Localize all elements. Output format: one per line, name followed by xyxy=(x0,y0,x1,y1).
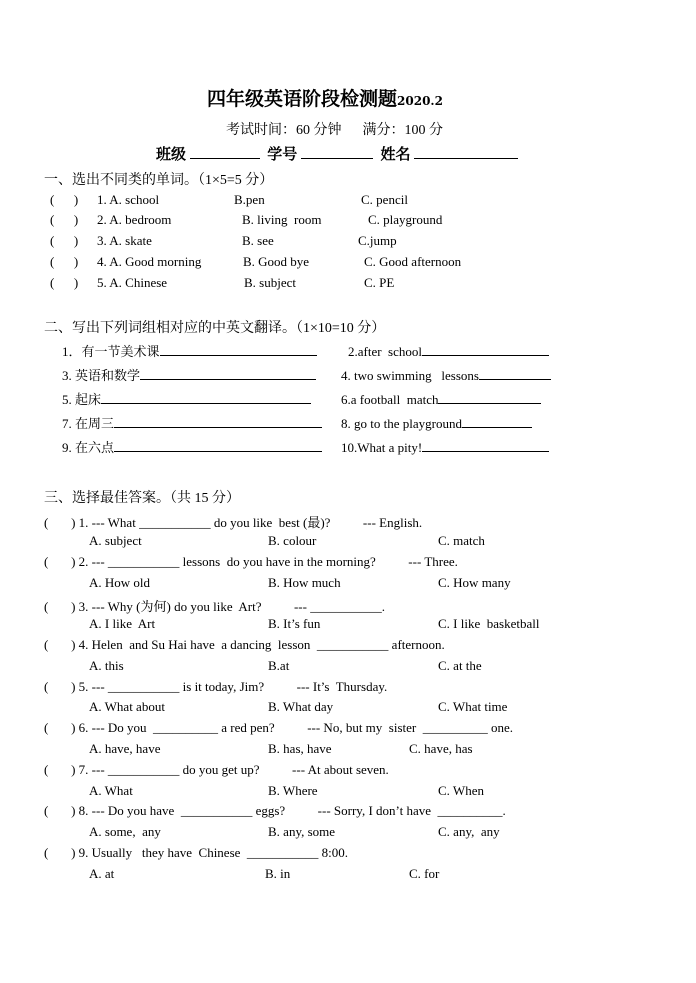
question-1[interactable]: ( ) 1. --- What ___________ do you like best (最)? --- English. xyxy=(44,515,423,530)
question-7-option-a: A. What xyxy=(89,783,133,798)
translation-8-answer[interactable] xyxy=(462,413,532,428)
translation-4-answer[interactable] xyxy=(479,365,551,380)
list-item-5-c: C. PE xyxy=(364,275,395,290)
student-info-line xyxy=(156,143,518,164)
question-2[interactable]: ( ) 2. --- ___________ lessons do you have in the morning? --- Three. xyxy=(44,554,458,569)
translation-1 xyxy=(62,341,317,360)
translation-2-text: 2.after school xyxy=(348,344,423,359)
question-1-option-a: A. subject xyxy=(89,533,142,548)
list-item-5-a: 5. A. Chinese xyxy=(97,275,168,290)
translation-3-text: 3. 英语和数学 xyxy=(62,368,141,383)
translation-10 xyxy=(341,437,549,456)
question-7-option-c: C. When xyxy=(438,783,484,798)
number-label: 学号 xyxy=(267,147,298,163)
question-4-option-c: C. at the xyxy=(438,658,482,673)
exam-info: 考试时间：60 分钟 满分：100 分 xyxy=(226,123,443,138)
question-8-option-b: B. any, some xyxy=(268,824,336,839)
list-item-1-c: C. pencil xyxy=(361,192,408,207)
class-field[interactable] xyxy=(190,144,260,159)
translation-4 xyxy=(341,365,551,384)
translation-5-text: 5. 起床 xyxy=(62,392,102,407)
question-5-option-b: B. What day xyxy=(268,699,334,714)
question-3[interactable]: ( ) 3. --- Why (为何) do you like Art? --- ___________. xyxy=(44,599,385,614)
translation-9-answer[interactable] xyxy=(114,437,322,452)
translation-8-text: 8. go to the playground xyxy=(341,416,462,431)
question-5-option-c: C. What time xyxy=(438,699,508,714)
question-6-option-b: B. has, have xyxy=(268,741,332,756)
question-5-option-a: A. What about xyxy=(89,699,165,714)
title-year: 2020.2 xyxy=(397,94,443,108)
name-field[interactable] xyxy=(414,144,518,159)
question-9[interactable]: ( ) 9. Usually they have Chinese ___________ 8:00. xyxy=(44,845,349,860)
question-4-option-b: B.at xyxy=(268,658,290,673)
question-6[interactable]: ( ) 6. --- Do you __________ a red pen? --- No, but my sister __________ one. xyxy=(44,720,514,735)
list-item-3-bracket[interactable]: ( ) xyxy=(50,233,79,248)
list-item-1-b: B.pen xyxy=(234,192,265,207)
question-1-option-c: C. match xyxy=(438,533,485,548)
question-2-option-b: B. How much xyxy=(268,575,341,590)
translation-6-text: 6.a football match xyxy=(341,392,439,407)
translation-10-answer[interactable] xyxy=(422,437,549,452)
list-item-3-b: B. see xyxy=(242,233,274,248)
question-6-option-a: A. have, have xyxy=(89,741,161,756)
question-3-option-b: B. It’s fun xyxy=(268,616,321,631)
question-9-option-a: A. at xyxy=(89,866,115,881)
translation-2 xyxy=(348,341,549,360)
translation-6-answer[interactable] xyxy=(438,389,541,404)
question-8-option-a: A. some, any xyxy=(89,824,161,839)
question-9-option-b: B. in xyxy=(265,866,291,881)
translation-7 xyxy=(62,413,322,432)
list-item-2-b: B. living room xyxy=(242,212,322,227)
list-item-4-c: C. Good afternoon xyxy=(364,254,462,269)
translation-10-text: 10.What a pity! xyxy=(341,440,423,455)
list-item-4-a: 4. A. Good morning xyxy=(97,254,202,269)
page-title xyxy=(207,84,443,111)
translation-5-answer[interactable] xyxy=(101,389,311,404)
question-2-option-c: C. How many xyxy=(438,575,511,590)
section2-heading: 二、写出下列词组相对应的中英文翻译。（1×10=10 分） xyxy=(44,321,386,336)
list-item-2-bracket[interactable]: ( ) xyxy=(50,212,79,227)
question-3-option-a: A. I like Art xyxy=(89,616,156,631)
list-item-3-c: C.jump xyxy=(358,233,397,248)
class-label: 班级 xyxy=(156,147,187,163)
question-4[interactable]: ( ) 4. Helen and Su Hai have a dancing lesson ___________ afternoon. xyxy=(44,637,445,652)
list-item-3-a: 3. A. skate xyxy=(97,233,152,248)
question-9-option-c: C. for xyxy=(409,866,440,881)
translation-5 xyxy=(62,389,311,408)
translation-3 xyxy=(62,365,316,384)
question-2-option-a: A. How old xyxy=(89,575,151,590)
name-label: 姓名 xyxy=(380,147,411,163)
list-item-4-bracket[interactable]: ( ) xyxy=(50,254,79,269)
title-text: 四年级英语阶段检测题 xyxy=(207,88,398,110)
list-item-5-b: B. subject xyxy=(244,275,296,290)
section3-heading: 三、选择最佳答案。（共 15 分） xyxy=(44,491,240,506)
question-3-option-c: C. I like basketball xyxy=(438,616,540,631)
list-item-1-a: 1. A. school xyxy=(97,192,160,207)
question-8-option-c: C. any, any xyxy=(438,824,500,839)
question-7[interactable]: ( ) 7. --- ___________ do you get up? --- At about seven. xyxy=(44,762,389,777)
translation-9 xyxy=(62,437,322,456)
list-item-4-b: B. Good bye xyxy=(243,254,310,269)
translation-1-text: 1．有一节美术课 xyxy=(62,344,160,359)
translation-3-answer[interactable] xyxy=(140,365,316,380)
question-4-option-a: A. this xyxy=(89,658,124,673)
list-item-2-a: 2. A. bedroom xyxy=(97,212,172,227)
question-8[interactable]: ( ) 8. --- Do you have ___________ eggs? --- Sorry, I don’t have __________. xyxy=(44,803,506,818)
translation-9-text: 9. 在六点 xyxy=(62,440,115,455)
translation-7-text: 7. 在周三 xyxy=(62,416,115,431)
question-1-option-b: B. colour xyxy=(268,533,317,548)
question-5[interactable]: ( ) 5. --- ___________ is it today, Jim? --- It’s Thursday. xyxy=(44,679,388,694)
translation-4-text: 4. two swimming lessons xyxy=(341,368,479,383)
number-field[interactable] xyxy=(301,144,373,159)
translation-8 xyxy=(341,413,532,432)
question-7-option-b: B. Where xyxy=(268,783,318,798)
translation-2-answer[interactable] xyxy=(422,341,549,356)
section1-heading: 一、选出不同类的单词。（1×5=5 分） xyxy=(44,173,274,188)
translation-6 xyxy=(341,389,541,408)
list-item-1-bracket[interactable]: ( ) xyxy=(50,192,79,207)
question-6-option-c: C. have, has xyxy=(409,741,473,756)
list-item-5-bracket[interactable]: ( ) xyxy=(50,275,79,290)
list-item-2-c: C. playground xyxy=(368,212,443,227)
translation-7-answer[interactable] xyxy=(114,413,322,428)
translation-1-answer[interactable] xyxy=(160,341,317,356)
